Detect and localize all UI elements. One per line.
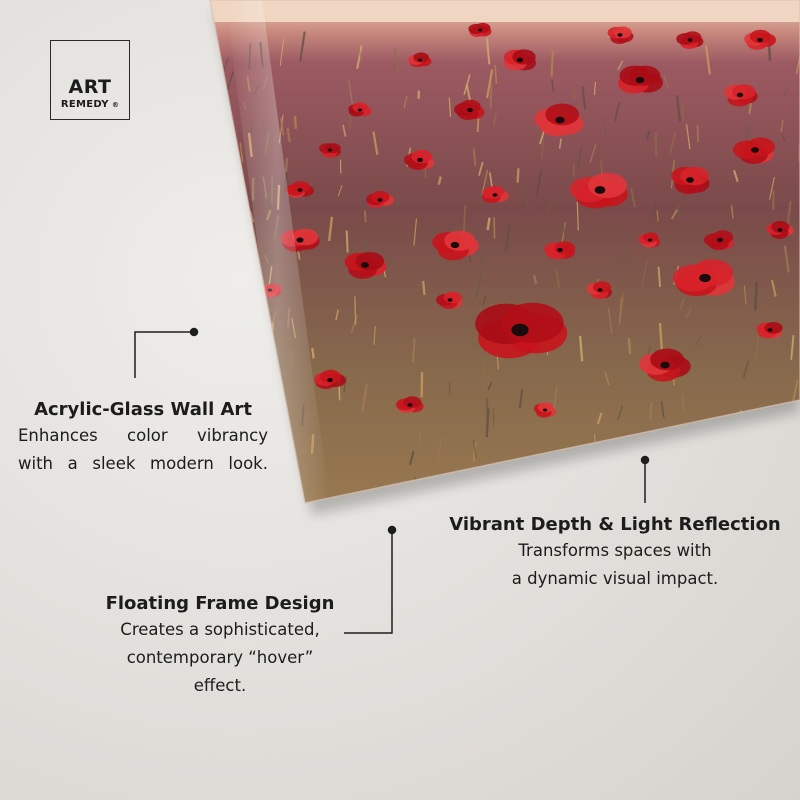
poppy-petal — [403, 396, 421, 408]
grass-stroke — [276, 386, 281, 395]
grass-stroke — [202, 497, 204, 510]
poppy-center — [617, 33, 622, 37]
grass-stroke — [604, 463, 606, 488]
feature-description-line: a dynamic visual impact. — [511, 569, 719, 588]
feature-title: Vibrant Depth & Light Reflection — [449, 514, 781, 535]
poppy-center — [451, 242, 460, 248]
grass-stroke — [749, 476, 752, 500]
grass-stroke — [663, 457, 666, 483]
feature-acrylic-glass — [18, 398, 268, 478]
grass-stroke — [769, 46, 770, 61]
brand-subname: REMEDY — [60, 99, 109, 110]
poppy-center — [492, 193, 497, 197]
poppy-petal — [746, 137, 775, 155]
feature-description-line: Enhances color vibrancy — [18, 426, 268, 445]
poppy-center — [478, 28, 482, 31]
poppy-petal — [554, 241, 575, 254]
grass-stroke — [484, 364, 485, 394]
poppy-petal — [593, 281, 611, 293]
feature-floating-frame — [80, 592, 360, 700]
grass-stroke — [280, 428, 283, 436]
grass-stroke — [552, 51, 553, 77]
poppy — [468, 23, 491, 37]
poppy-center — [297, 188, 302, 192]
grass-stroke — [272, 367, 277, 394]
poppy-petal — [713, 230, 734, 243]
poppy-center — [555, 117, 564, 124]
poppy-center — [418, 58, 422, 61]
grass-stroke — [656, 133, 657, 156]
poppy-petal — [355, 252, 384, 270]
poppy-center — [377, 198, 382, 202]
feature-description-line: effect. — [193, 676, 247, 695]
poppy-petal — [512, 49, 535, 64]
poppy — [475, 303, 567, 359]
grass-stroke — [252, 267, 256, 287]
poppy-petal — [588, 173, 627, 198]
grass-stroke — [478, 117, 479, 132]
feature-description-line: contemporary “hover” — [126, 648, 314, 667]
grass-stroke — [273, 400, 275, 416]
poppy-center — [467, 108, 473, 112]
grass-stroke — [423, 281, 424, 295]
poppy-center — [447, 298, 452, 302]
poppy-center — [407, 403, 412, 407]
poppy-center — [595, 186, 606, 194]
grass-stroke — [283, 397, 284, 405]
poppy-center — [687, 38, 692, 42]
grass-stroke — [256, 312, 257, 331]
feature-description-line: Transforms spaces with — [518, 541, 712, 560]
grass-stroke — [692, 498, 696, 514]
poppy-petal — [683, 31, 701, 43]
grass-stroke — [231, 200, 232, 230]
poppy — [757, 322, 783, 338]
poppy-petal — [614, 27, 632, 39]
poppy-petal — [444, 231, 475, 251]
grass-stroke — [272, 455, 275, 474]
poppy-center — [543, 408, 547, 411]
poppy-center — [660, 362, 669, 369]
grass-stroke — [209, 197, 212, 217]
feature-vibrant-depth — [440, 513, 790, 593]
grass-stroke — [214, 326, 217, 340]
poppy-petal — [629, 66, 660, 86]
poppy-petal — [764, 322, 782, 334]
grass-stroke — [200, 276, 201, 284]
grass-stroke — [347, 230, 348, 252]
poppy-center — [296, 237, 303, 242]
brand-logo — [50, 40, 130, 120]
grass-stroke — [215, 129, 216, 158]
grass-stroke — [204, 208, 206, 226]
grass-stroke — [355, 296, 356, 324]
grass-stroke — [583, 470, 586, 492]
poppy — [618, 66, 663, 94]
poppy-center — [361, 262, 369, 268]
grass-stroke — [295, 116, 296, 129]
grass-stroke — [518, 168, 519, 182]
poppy-center — [327, 378, 333, 382]
grass-stroke — [795, 470, 796, 491]
poppy-petal — [325, 143, 341, 153]
grass-stroke — [698, 125, 699, 142]
grass-stroke — [219, 341, 222, 354]
grass-stroke — [475, 488, 480, 505]
poppy-petal — [732, 84, 755, 99]
poppy-petal — [475, 23, 491, 33]
poppy-center — [757, 38, 763, 42]
poppy-petal — [444, 292, 462, 304]
grass-stroke — [629, 338, 630, 354]
poppy-center — [777, 228, 782, 232]
feature-description-line: Creates a sophisticated, — [120, 620, 320, 639]
poppy — [544, 241, 575, 259]
poppy-center — [517, 58, 523, 63]
grass-stroke — [258, 323, 264, 353]
poppy-petal — [292, 229, 318, 246]
grass-stroke — [210, 114, 211, 144]
poppy-center — [648, 238, 652, 241]
grass-stroke — [228, 247, 232, 272]
grass-stroke — [672, 451, 673, 481]
poppy-petal — [501, 303, 563, 343]
poppy-petal — [680, 167, 709, 185]
grass-stroke — [778, 427, 782, 453]
feature-title: Acrylic-Glass Wall Art — [34, 399, 252, 420]
grass-stroke — [763, 419, 767, 433]
poppy-center — [328, 148, 332, 151]
poppy-center — [717, 238, 723, 242]
grass-stroke — [234, 158, 235, 178]
registered-mark: ® — [111, 101, 120, 109]
poppy-center — [358, 108, 362, 111]
grass-stroke — [779, 459, 781, 471]
poppy-center — [511, 324, 528, 336]
feature-title: Floating Frame Design — [105, 593, 335, 614]
grass-stroke — [365, 211, 366, 223]
poppy-center — [636, 77, 645, 83]
poppy-center — [699, 274, 711, 282]
feature-description-line: with a sleek modern look. — [18, 454, 268, 473]
grass-stroke — [721, 449, 724, 467]
grass-stroke — [491, 83, 492, 108]
grass-stroke — [258, 368, 259, 396]
poppy-center — [751, 147, 759, 153]
grass-stroke — [755, 282, 757, 311]
grass-stroke — [312, 348, 313, 358]
grass-stroke — [274, 445, 279, 459]
grass-stroke — [780, 414, 785, 427]
poppy-center — [686, 177, 694, 183]
poppy-petal — [691, 259, 733, 286]
grass-stroke — [286, 158, 287, 172]
grass-stroke — [487, 398, 488, 419]
poppy — [504, 49, 536, 70]
poppy-center — [417, 158, 423, 162]
poppy-center — [737, 93, 743, 98]
grass-stroke — [650, 402, 651, 420]
grass-stroke — [538, 465, 542, 480]
poppy-center — [597, 288, 602, 292]
poppy-center — [767, 328, 772, 332]
grass-stroke — [275, 457, 276, 482]
poppy-center — [557, 248, 563, 252]
brand-name: ART — [68, 76, 112, 98]
